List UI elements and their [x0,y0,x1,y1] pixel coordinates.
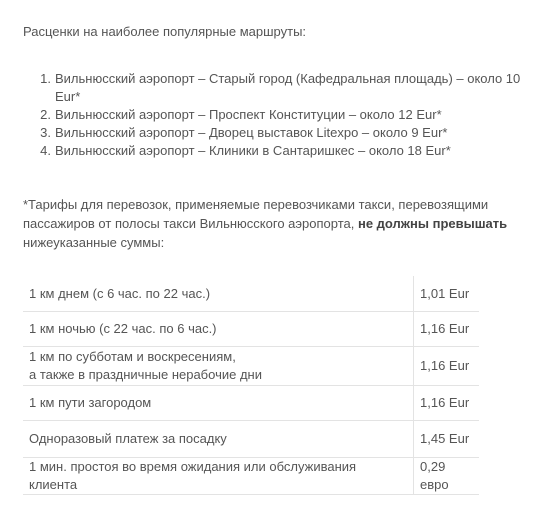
tariff-description: 1 км ночью (с 22 час. по 6 час.) [23,312,414,347]
table-row [23,347,479,386]
tariff-price: 1,16 Eur [414,386,480,421]
table-row [23,276,479,312]
list-item-text: Вильнюсский аэропорт – Старый город (Кафедральная площадь) – около 10 Eur* [55,71,521,104]
list-item [23,106,533,124]
tariff-description: 1 км пути загородом [23,386,414,421]
tariff-description: 1 км по субботам и воскресениям, а также в праздничные нерабочие дни [23,347,414,386]
tariff-description: Одноразовый платеж за посадку [23,421,414,458]
list-item-text: Вильнюсский аэропорт – Клиники в Сантаришкес – около 18 Eur* [55,143,451,158]
list-item-text: Вильнюсский аэропорт – Дворец выставок Litexpo – около 9 Eur* [55,125,448,140]
routes-list [23,70,533,160]
intro-text: Расценки на наиболее популярные маршруты: [23,24,307,39]
tariff-note [23,195,523,252]
tariff-price: 0,29 евро [414,458,480,495]
list-item-number: 4. [40,143,51,158]
tariff-price: 1,16 Eur [414,347,480,386]
list-item [23,70,533,106]
tariff-price: 1,16 Eur [414,312,480,347]
table-row [23,312,479,347]
list-item-number: 3. [40,125,51,140]
list-item-number: 2. [40,107,51,122]
table-row [23,458,479,495]
tariff-description: 1 км днем (с 6 час. по 22 час.) [23,276,414,312]
list-item [23,124,533,142]
tariff-description: 1 мин. простоя во время ожидания или обслуживания клиента [23,458,414,495]
table-row [23,421,479,458]
list-item [23,142,533,160]
tariff-price: 1,01 Eur [414,276,480,312]
tariff-note-emphasis: не должны превышать [357,216,508,231]
tariff-price: 1,45 Eur [414,421,480,458]
list-item-text: Вильнюсский аэропорт – Проспект Конституции – около 12 Eur* [55,107,442,122]
table-row [23,386,479,421]
tariff-note-text: *Тарифы для перевозок, применяемые перевозчиками такси, перевозящими пассажиров от полосы такси Вильнюсского аэропорта, [23,197,489,231]
tariff-note-text-end: нижеуказанные суммы: [23,235,165,250]
tariff-table [23,276,479,495]
list-item-number: 1. [40,71,51,86]
